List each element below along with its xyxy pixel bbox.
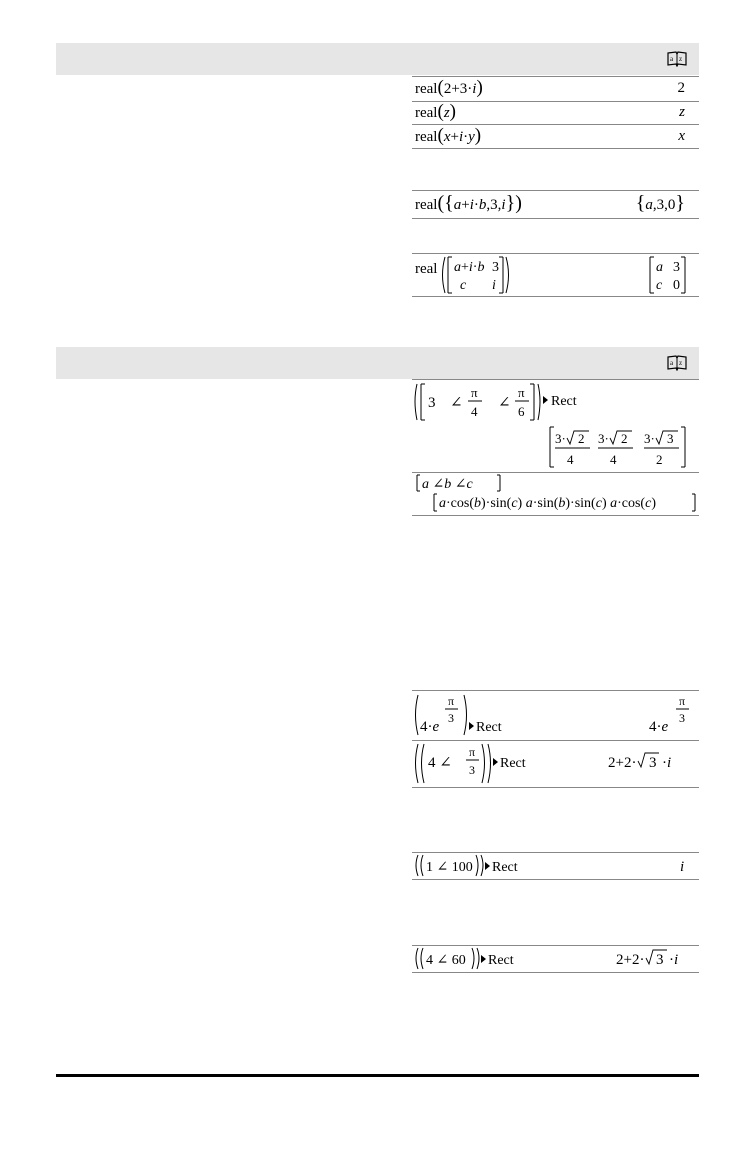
section-header-rect <box>56 347 699 379</box>
section-header-real <box>56 43 699 75</box>
svg-text:π: π <box>518 385 525 400</box>
book-icon <box>667 355 687 371</box>
real-input-3: real(x+i·y) <box>415 125 482 146</box>
rect-example-2 <box>412 473 699 515</box>
svg-text:2: 2 <box>621 431 628 446</box>
svg-text:3: 3 <box>673 260 680 275</box>
svg-text:z: z <box>679 359 683 367</box>
rect-example-4 <box>412 741 699 787</box>
svg-text:3·: 3· <box>644 431 655 446</box>
svg-text:a: a <box>670 359 674 367</box>
svg-text:i: i <box>492 278 496 293</box>
svg-text:2+2·: 2+2· <box>608 755 637 771</box>
divider <box>412 972 699 973</box>
svg-text:3·: 3· <box>598 431 609 446</box>
svg-text:3: 3 <box>428 395 436 411</box>
divider <box>412 190 699 191</box>
book-icon <box>667 51 687 67</box>
svg-text:Rect: Rect <box>488 953 514 968</box>
svg-text:a: a <box>670 55 674 63</box>
svg-text:3: 3 <box>656 952 664 968</box>
svg-text:4 ∠ 60: 4 ∠ 60 <box>426 953 466 968</box>
rect-example-5 <box>412 853 699 879</box>
svg-text:4: 4 <box>567 452 574 467</box>
divider <box>412 296 699 297</box>
divider <box>412 879 699 880</box>
svg-text:∠: ∠ <box>498 395 511 411</box>
svg-text:π: π <box>471 385 478 400</box>
svg-text:2: 2 <box>578 431 585 446</box>
svg-text:π: π <box>679 694 686 708</box>
svg-text:·i: ·i <box>669 952 679 968</box>
svg-text:4: 4 <box>471 404 478 419</box>
real-result-3: x <box>678 128 685 144</box>
svg-text:3: 3 <box>649 755 657 771</box>
svg-text:3: 3 <box>469 763 475 777</box>
svg-text:3: 3 <box>448 711 454 725</box>
svg-text:4 ∠: 4 ∠ <box>428 755 452 771</box>
rect-example-6 <box>412 946 699 972</box>
rect-example-3 <box>412 691 699 739</box>
real-matrix-example <box>412 254 699 296</box>
divider <box>412 124 699 125</box>
svg-text:a: a <box>656 260 663 275</box>
svg-text:Rect: Rect <box>476 720 502 735</box>
svg-text:Rect: Rect <box>500 756 526 771</box>
svg-text:Rect: Rect <box>551 394 577 409</box>
divider <box>412 218 699 219</box>
divider <box>412 76 699 77</box>
real-result-2: z <box>679 104 685 120</box>
svg-text:real: real <box>415 261 438 277</box>
divider <box>412 515 699 516</box>
rect-example-1 <box>412 380 699 472</box>
svg-text:c: c <box>460 278 467 293</box>
svg-text:3: 3 <box>679 711 685 725</box>
divider <box>412 787 699 788</box>
divider <box>412 148 699 149</box>
svg-text:4·e: 4·e <box>649 719 669 735</box>
svg-text:1 ∠ 100: 1 ∠ 100 <box>426 860 473 875</box>
real-result-4: {a,3,0} <box>635 192 685 214</box>
svg-text:2+2·: 2+2· <box>616 952 645 968</box>
svg-text:3: 3 <box>492 260 499 275</box>
svg-text:a·cos(b)·sin(c) a·sin(b)·sin: a·cos(b)·sin(c) a·sin(b)·sin(c) a·cos(c) <box>439 496 656 511</box>
svg-text:π: π <box>448 694 455 708</box>
page-footer-rule <box>56 1074 699 1077</box>
real-input-4: real({a+i·b,3,i}) <box>415 192 522 214</box>
svg-text:4: 4 <box>610 452 617 467</box>
real-result-1: 2 <box>677 80 685 96</box>
svg-text:0: 0 <box>673 278 680 293</box>
svg-text:c: c <box>656 278 663 293</box>
svg-text:∠: ∠ <box>450 395 463 411</box>
svg-text:z: z <box>679 55 683 63</box>
svg-text:Rect: Rect <box>492 860 518 875</box>
svg-text:2: 2 <box>656 452 663 467</box>
svg-text:π: π <box>469 745 476 759</box>
svg-text:a ∠b ∠c: a ∠b ∠c <box>422 477 473 492</box>
svg-text:·i: ·i <box>662 755 672 771</box>
svg-text:3: 3 <box>667 431 674 446</box>
real-input-2: real(z) <box>415 101 456 122</box>
svg-text:a+i·b: a+i·b <box>454 260 485 275</box>
svg-text:i: i <box>680 859 685 875</box>
real-input-1: real(2+3·i) <box>415 77 483 98</box>
svg-text:6: 6 <box>518 404 525 419</box>
svg-text:3·: 3· <box>555 431 566 446</box>
svg-text:4·e: 4·e <box>420 719 440 735</box>
